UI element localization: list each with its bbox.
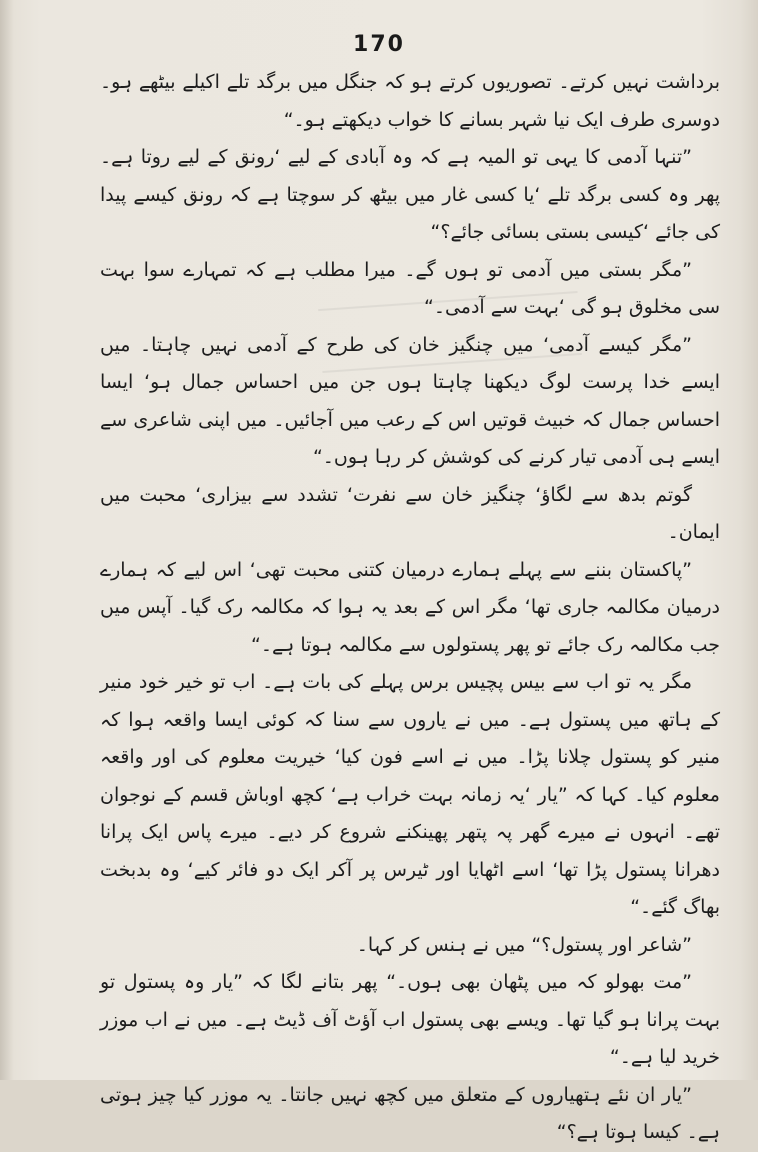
paragraph: مگر یہ تو اب سے بیس پچیس برس پہلے کی بات ہے۔ اب تو خیر خود منیر کے ہاتھ میں پستول ہے۔ میں نے یاروں سے سنا کہ کوئی ایسا واقعہ ہوا کہ منیر کو پستول چلانا پڑا۔ میں نے اسے فون کیا‘ خیریت معلوم کی اور واقعہ معلوم کیا۔ کہا کہ ”یار ‘یہ زمانہ بہت خراب ہے‘ کچھ اوباش قسم کے نوجوان تھے۔ انہوں نے میرے گھر پہ پتھر پھینکنے شروع کر دیے۔ میرے پاس ایک پرانا دھرانا پستول پڑا تھا‘ اسے اٹھایا اور ٹیرس پر آکر ایک دو فائر کیے‘ وہ بدبخت بھاگ گئے۔“	[100, 671, 720, 918]
paragraph: ”مگر کیسے آدمی‘ میں چنگیز خان کی طرح کے آدمی نہیں چاہتا۔ میں ایسے خدا پرست لوگ دیکھنا چاہتا ہوں جن میں احساس جمال ہو‘ ایسا احساس جمال کہ خبیث قوتیں اس کے رعب میں آجائیں۔ میں اپنی شاعری سے ایسے ہی آدمی تیار کرنے کی کوشش کر رہا ہوں۔“	[100, 333, 720, 468]
paragraph: ”پاکستان بننے سے پہلے ہمارے درمیان کتنی محبت تھی‘ اس لیے کہ ہمارے درمیان مکالمہ جاری تھا‘ مگر اس کے بعد یہ ہوا کہ مکالمہ رک گیا۔ آپس میں جب مکالمہ رک جائے تو پھر پستولوں سے مکالمہ ہوتا ہے۔“	[100, 558, 720, 656]
body-text	[100, 64, 720, 1152]
paragraph: گوتم بدھ سے لگاؤ‘ چنگیز خان سے نفرت‘ تشدد سے بیزاری‘ محبت میں ایمان۔	[100, 483, 720, 543]
paragraph: ”شاعر اور پستول؟“ میں نے ہنس کر کہا۔	[356, 933, 692, 956]
paragraph: ”یار ان نئے ہتھیاروں کے متعلق میں کچھ نہیں جانتا۔ یہ موزر کیا چیز ہوتی ہے۔ کیسا ہوتا ہے؟“	[100, 1083, 720, 1143]
page-number: 170	[353, 32, 405, 57]
paragraph: ”تنہا آدمی کا یہی تو المیہ ہے کہ وہ آبادی کے لیے ‘رونق کے لیے روتا ہے۔ پھر وہ کسی برگد تلے ‘یا کسی غار میں بیٹھ کر سوچتا ہے کہ رونق کیسے پیدا کی جائے ‘کیسی بستی بسائی جائے؟“	[100, 146, 720, 243]
paragraph: برداشت نہیں کرتے۔ تصوریوں کرتے ہو کہ جنگل میں برگد تلے اکیلے بیٹھے ہو۔ دوسری طرف ایک نیا شہر بسانے کا خواب دیکھتے ہو۔“	[100, 71, 720, 131]
paragraph: ”مت بھولو کہ میں پٹھان بھی ہوں۔“ پھر بتانے لگا کہ ”یار وہ پستول تو بہت پرانا ہو گیا تھا۔ ویسے بھی پستول اب آؤٹ آف ڈیٹ ہے۔ میں نے اب موزر خرید لیا ہے۔“	[100, 971, 720, 1068]
paragraph: ”مگر بستی میں آدمی تو ہوں گے۔ میرا مطلب ہے کہ تمہارے سوا بہت سی مخلوق ہو گی ‘بہت سے آدمی۔“	[100, 258, 720, 318]
